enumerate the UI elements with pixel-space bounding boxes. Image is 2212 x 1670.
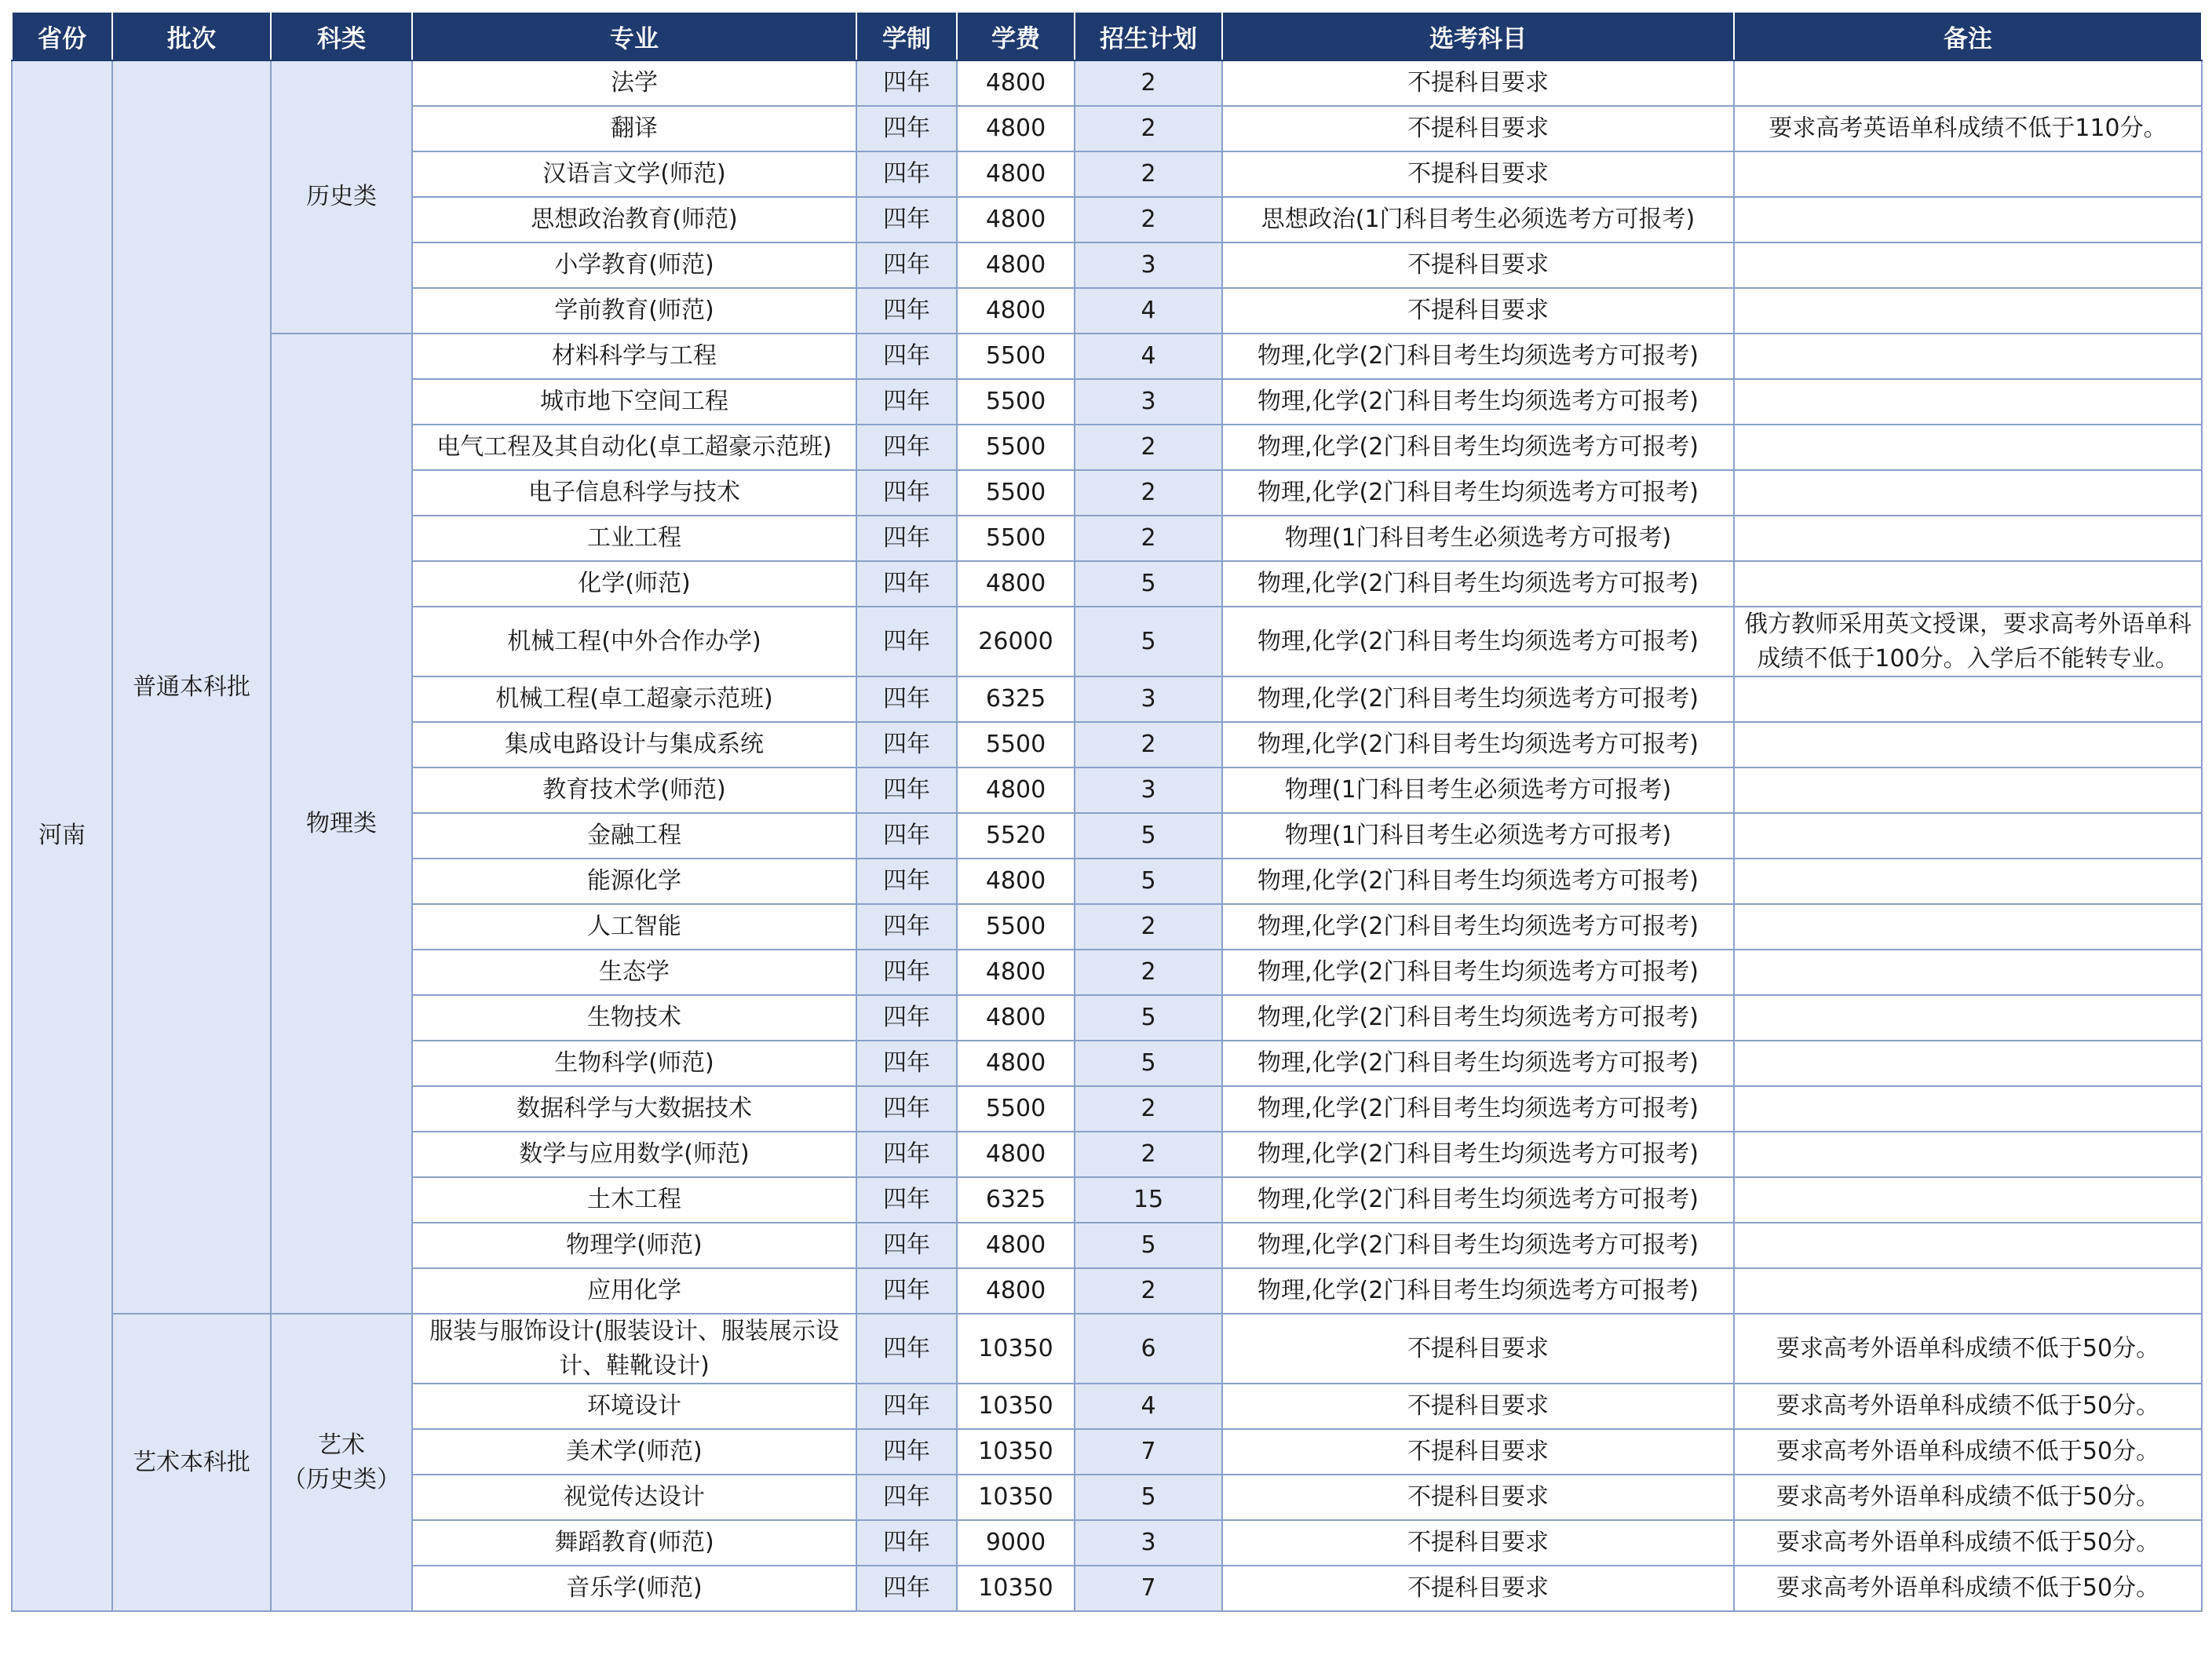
fee-cell: 4800 (957, 197, 1075, 242)
years-cell: 四年 (856, 1314, 957, 1384)
category-cell: 艺术 （历史类） (271, 1314, 412, 1611)
fee-cell: 10350 (957, 1566, 1075, 1611)
plan-cell: 3 (1075, 242, 1222, 288)
major-cell: 学前教育(师范) (412, 288, 856, 334)
fee-cell: 5500 (957, 334, 1075, 379)
subjects-cell: 不提科目要求 (1222, 1566, 1734, 1611)
header-subjects: 选考科目 (1222, 12, 1734, 60)
header-note: 备注 (1734, 12, 2202, 60)
major-cell: 音乐学(师范) (412, 1566, 856, 1611)
years-cell: 四年 (856, 242, 957, 288)
plan-cell: 2 (1075, 950, 1222, 995)
table-body (12, 60, 2202, 1611)
subjects-cell: 不提科目要求 (1222, 60, 1734, 106)
header-province: 省份 (12, 12, 112, 60)
plan-cell: 5 (1075, 859, 1222, 904)
plan-cell: 5 (1075, 1475, 1222, 1520)
years-cell: 四年 (856, 1268, 957, 1314)
plan-cell: 4 (1075, 1384, 1222, 1429)
years-cell: 四年 (856, 516, 957, 561)
plan-cell: 5 (1075, 1041, 1222, 1086)
years-cell: 四年 (856, 676, 957, 722)
note-cell (1734, 516, 2202, 561)
plan-cell: 2 (1075, 470, 1222, 516)
fee-cell: 10350 (957, 1314, 1075, 1384)
subjects-cell: 思想政治(1门科目考生必须选考方可报考) (1222, 197, 1734, 242)
fee-cell: 5500 (957, 904, 1075, 950)
note-cell (1734, 334, 2202, 379)
note-cell (1734, 561, 2202, 607)
fee-cell: 10350 (957, 1475, 1075, 1520)
years-cell: 四年 (856, 1086, 957, 1132)
header-fee: 学费 (957, 12, 1075, 60)
years-cell: 四年 (856, 1520, 957, 1566)
years-cell: 四年 (856, 950, 957, 995)
batch-cell: 艺术本科批 (112, 1314, 271, 1611)
major-cell: 翻译 (412, 106, 856, 151)
batch-cell: 普通本科批 (112, 60, 271, 1314)
note-cell (1734, 768, 2202, 813)
major-cell: 汉语言文学(师范) (412, 151, 856, 197)
fee-cell: 5500 (957, 425, 1075, 470)
note-cell: 要求高考外语单科成绩不低于50分。 (1734, 1314, 2202, 1384)
major-cell: 服装与服饰设计(服装设计、服装展示设计、鞋靴设计) (412, 1314, 856, 1384)
plan-cell: 2 (1075, 60, 1222, 106)
fee-cell: 4800 (957, 768, 1075, 813)
major-cell: 机械工程(中外合作办学) (412, 607, 856, 676)
major-cell: 舞蹈教育(师范) (412, 1520, 856, 1566)
header-plan: 招生计划 (1075, 12, 1222, 60)
major-cell: 能源化学 (412, 859, 856, 904)
plan-cell: 5 (1075, 813, 1222, 859)
province-cell: 河南 (12, 60, 112, 1611)
fee-cell: 4800 (957, 1132, 1075, 1177)
table-row (12, 1314, 2202, 1384)
major-cell: 法学 (412, 60, 856, 106)
subjects-cell: 物理,化学(2门科目考生均须选考方可报考) (1222, 995, 1734, 1041)
subjects-cell: 物理(1门科目考生必须选考方可报考) (1222, 768, 1734, 813)
fee-cell: 4800 (957, 60, 1075, 106)
years-cell: 四年 (856, 1566, 957, 1611)
plan-cell: 2 (1075, 425, 1222, 470)
plan-cell: 6 (1075, 1314, 1222, 1384)
table-row (12, 60, 2202, 106)
fee-cell: 4800 (957, 242, 1075, 288)
note-cell (1734, 1223, 2202, 1268)
subjects-cell: 不提科目要求 (1222, 288, 1734, 334)
plan-cell: 2 (1075, 151, 1222, 197)
major-cell: 数据科学与大数据技术 (412, 1086, 856, 1132)
note-cell (1734, 722, 2202, 768)
major-cell: 人工智能 (412, 904, 856, 950)
fee-cell: 6325 (957, 1177, 1075, 1223)
plan-cell: 5 (1075, 561, 1222, 607)
major-cell: 环境设计 (412, 1384, 856, 1429)
fee-cell: 6325 (957, 676, 1075, 722)
subjects-cell: 物理,化学(2门科目考生均须选考方可报考) (1222, 607, 1734, 676)
header-years: 学制 (856, 12, 957, 60)
plan-cell: 4 (1075, 334, 1222, 379)
years-cell: 四年 (856, 379, 957, 425)
note-cell (1734, 197, 2202, 242)
plan-cell: 2 (1075, 197, 1222, 242)
note-cell: 要求高考外语单科成绩不低于50分。 (1734, 1384, 2202, 1429)
subjects-cell: 物理,化学(2门科目考生均须选考方可报考) (1222, 1086, 1734, 1132)
fee-cell: 4800 (957, 950, 1075, 995)
major-cell: 城市地下空间工程 (412, 379, 856, 425)
fee-cell: 10350 (957, 1429, 1075, 1475)
years-cell: 四年 (856, 1041, 957, 1086)
fee-cell: 4800 (957, 995, 1075, 1041)
subjects-cell: 物理,化学(2门科目考生均须选考方可报考) (1222, 379, 1734, 425)
subjects-cell: 物理,化学(2门科目考生均须选考方可报考) (1222, 1041, 1734, 1086)
note-cell (1734, 288, 2202, 334)
note-cell (1734, 151, 2202, 197)
fee-cell: 26000 (957, 607, 1075, 676)
major-cell: 化学(师范) (412, 561, 856, 607)
years-cell: 四年 (856, 60, 957, 106)
major-cell: 材料科学与工程 (412, 334, 856, 379)
note-cell (1734, 470, 2202, 516)
years-cell: 四年 (856, 1384, 957, 1429)
subjects-cell: 不提科目要求 (1222, 106, 1734, 151)
major-cell: 物理学(师范) (412, 1223, 856, 1268)
plan-cell: 2 (1075, 722, 1222, 768)
fee-cell: 5500 (957, 722, 1075, 768)
plan-cell: 5 (1075, 995, 1222, 1041)
note-cell: 俄方教师采用英文授课，要求高考外语单科成绩不低于100分。入学后不能转专业。 (1734, 607, 2202, 676)
fee-cell: 4800 (957, 1223, 1075, 1268)
years-cell: 四年 (856, 1177, 957, 1223)
fee-cell: 9000 (957, 1520, 1075, 1566)
years-cell: 四年 (856, 722, 957, 768)
major-cell: 数学与应用数学(师范) (412, 1132, 856, 1177)
note-cell: 要求高考外语单科成绩不低于50分。 (1734, 1475, 2202, 1520)
note-cell: 要求高考外语单科成绩不低于50分。 (1734, 1566, 2202, 1611)
plan-cell: 3 (1075, 676, 1222, 722)
major-cell: 生物技术 (412, 995, 856, 1041)
major-cell: 工业工程 (412, 516, 856, 561)
years-cell: 四年 (856, 995, 957, 1041)
fee-cell: 5500 (957, 1086, 1075, 1132)
plan-cell: 7 (1075, 1429, 1222, 1475)
header-major: 专业 (412, 12, 856, 60)
subjects-cell: 不提科目要求 (1222, 1475, 1734, 1520)
years-cell: 四年 (856, 106, 957, 151)
years-cell: 四年 (856, 768, 957, 813)
years-cell: 四年 (856, 425, 957, 470)
subjects-cell: 物理,化学(2门科目考生均须选考方可报考) (1222, 1268, 1734, 1314)
fee-cell: 5500 (957, 379, 1075, 425)
plan-cell: 3 (1075, 379, 1222, 425)
note-cell (1734, 379, 2202, 425)
plan-cell: 2 (1075, 1086, 1222, 1132)
years-cell: 四年 (856, 1223, 957, 1268)
subjects-cell: 不提科目要求 (1222, 1429, 1734, 1475)
plan-cell: 2 (1075, 1132, 1222, 1177)
major-cell: 生物科学(师范) (412, 1041, 856, 1086)
major-cell: 生态学 (412, 950, 856, 995)
major-cell: 思想政治教育(师范) (412, 197, 856, 242)
major-cell: 集成电路设计与集成系统 (412, 722, 856, 768)
subjects-cell: 物理,化学(2门科目考生均须选考方可报考) (1222, 722, 1734, 768)
subjects-cell: 物理(1门科目考生必须选考方可报考) (1222, 516, 1734, 561)
header-row (12, 12, 2202, 60)
subjects-cell: 物理,化学(2门科目考生均须选考方可报考) (1222, 676, 1734, 722)
subjects-cell: 不提科目要求 (1222, 242, 1734, 288)
fee-cell: 4800 (957, 1041, 1075, 1086)
years-cell: 四年 (856, 1475, 957, 1520)
note-cell (1734, 813, 2202, 859)
fee-cell: 5520 (957, 813, 1075, 859)
fee-cell: 5500 (957, 516, 1075, 561)
years-cell: 四年 (856, 197, 957, 242)
subjects-cell: 物理,化学(2门科目考生均须选考方可报考) (1222, 904, 1734, 950)
note-cell (1734, 1041, 2202, 1086)
note-cell: 要求高考外语单科成绩不低于50分。 (1734, 1520, 2202, 1566)
major-cell: 土木工程 (412, 1177, 856, 1223)
years-cell: 四年 (856, 151, 957, 197)
major-cell: 电子信息科学与技术 (412, 470, 856, 516)
major-cell: 小学教育(师范) (412, 242, 856, 288)
header-category: 科类 (271, 12, 412, 60)
major-cell: 机械工程(卓工超豪示范班) (412, 676, 856, 722)
years-cell: 四年 (856, 607, 957, 676)
years-cell: 四年 (856, 859, 957, 904)
major-cell: 电气工程及其自动化(卓工超豪示范班) (412, 425, 856, 470)
subjects-cell: 物理,化学(2门科目考生均须选考方可报考) (1222, 950, 1734, 995)
fee-cell: 4800 (957, 106, 1075, 151)
major-cell: 教育技术学(师范) (412, 768, 856, 813)
subjects-cell: 物理,化学(2门科目考生均须选考方可报考) (1222, 1132, 1734, 1177)
plan-cell: 2 (1075, 1268, 1222, 1314)
plan-cell: 2 (1075, 516, 1222, 561)
plan-cell: 2 (1075, 106, 1222, 151)
category-cell: 历史类 (271, 60, 412, 334)
plan-cell: 5 (1075, 607, 1222, 676)
admission-plan-table-wrapper (11, 11, 2201, 1612)
note-cell (1734, 995, 2202, 1041)
subjects-cell: 物理,化学(2门科目考生均须选考方可报考) (1222, 334, 1734, 379)
fee-cell: 5500 (957, 470, 1075, 516)
note-cell (1734, 425, 2202, 470)
plan-cell: 15 (1075, 1177, 1222, 1223)
admission-plan-table (11, 11, 2203, 1612)
subjects-cell: 物理,化学(2门科目考生均须选考方可报考) (1222, 470, 1734, 516)
years-cell: 四年 (856, 813, 957, 859)
fee-cell: 4800 (957, 151, 1075, 197)
note-cell (1734, 242, 2202, 288)
major-cell: 视觉传达设计 (412, 1475, 856, 1520)
fee-cell: 4800 (957, 1268, 1075, 1314)
note-cell (1734, 950, 2202, 995)
note-cell (1734, 1268, 2202, 1314)
subjects-cell: 物理,化学(2门科目考生均须选考方可报考) (1222, 1223, 1734, 1268)
fee-cell: 10350 (957, 1384, 1075, 1429)
plan-cell: 3 (1075, 1520, 1222, 1566)
years-cell: 四年 (856, 1132, 957, 1177)
note-cell (1734, 1086, 2202, 1132)
plan-cell: 3 (1075, 768, 1222, 813)
subjects-cell: 不提科目要求 (1222, 1384, 1734, 1429)
note-cell: 要求高考英语单科成绩不低于110分。 (1734, 106, 2202, 151)
major-cell: 应用化学 (412, 1268, 856, 1314)
plan-cell: 2 (1075, 904, 1222, 950)
note-cell (1734, 904, 2202, 950)
years-cell: 四年 (856, 1429, 957, 1475)
note-cell (1734, 676, 2202, 722)
note-cell (1734, 1177, 2202, 1223)
subjects-cell: 物理(1门科目考生必须选考方可报考) (1222, 813, 1734, 859)
plan-cell: 7 (1075, 1566, 1222, 1611)
years-cell: 四年 (856, 470, 957, 516)
plan-cell: 4 (1075, 288, 1222, 334)
header-batch: 批次 (112, 12, 271, 60)
major-cell: 美术学(师范) (412, 1429, 856, 1475)
plan-cell: 5 (1075, 1223, 1222, 1268)
fee-cell: 4800 (957, 288, 1075, 334)
note-cell (1734, 859, 2202, 904)
subjects-cell: 不提科目要求 (1222, 1314, 1734, 1384)
years-cell: 四年 (856, 904, 957, 950)
years-cell: 四年 (856, 334, 957, 379)
subjects-cell: 物理,化学(2门科目考生均须选考方可报考) (1222, 561, 1734, 607)
fee-cell: 4800 (957, 561, 1075, 607)
subjects-cell: 不提科目要求 (1222, 1520, 1734, 1566)
category-cell: 物理类 (271, 334, 412, 1314)
note-cell: 要求高考外语单科成绩不低于50分。 (1734, 1429, 2202, 1475)
table-row (12, 334, 2202, 379)
subjects-cell: 不提科目要求 (1222, 151, 1734, 197)
subjects-cell: 物理,化学(2门科目考生均须选考方可报考) (1222, 425, 1734, 470)
years-cell: 四年 (856, 561, 957, 607)
note-cell (1734, 1132, 2202, 1177)
note-cell (1734, 60, 2202, 106)
subjects-cell: 物理,化学(2门科目考生均须选考方可报考) (1222, 859, 1734, 904)
major-cell: 金融工程 (412, 813, 856, 859)
subjects-cell: 物理,化学(2门科目考生均须选考方可报考) (1222, 1177, 1734, 1223)
years-cell: 四年 (856, 288, 957, 334)
fee-cell: 4800 (957, 859, 1075, 904)
